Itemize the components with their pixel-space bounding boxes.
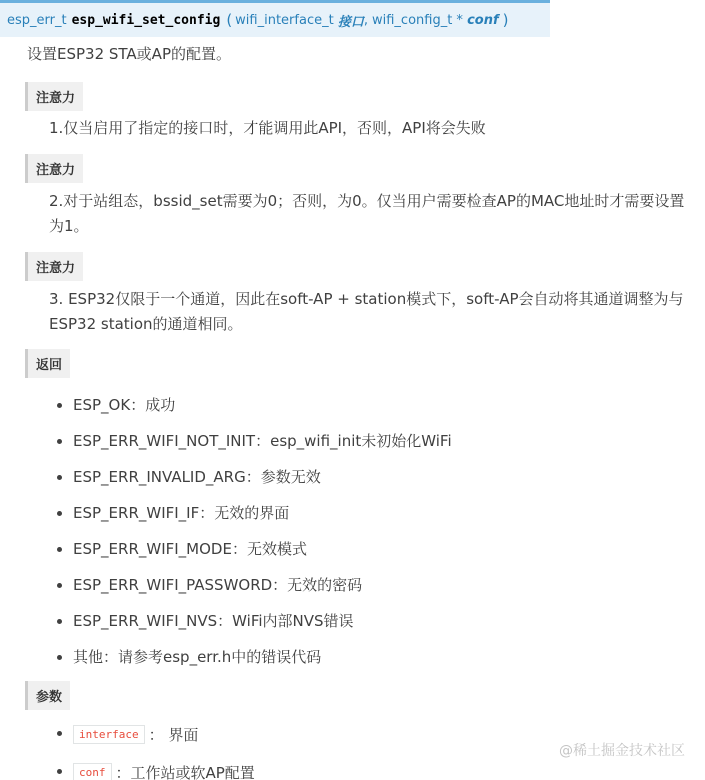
list-item (55, 501, 452, 537)
list-item (55, 537, 452, 573)
function-description: 设置ESP32 STA或AP的配置。 (27, 45, 231, 63)
note-text-1: 1.仅当启用了指定的接口时，才能调用此API，否则，API将会失败 (49, 119, 486, 137)
params-label: 参数 (25, 681, 70, 710)
bullet-icon (57, 511, 62, 516)
return-item: ESP_ERR_WIFI_MODE：无效模式 (73, 540, 307, 558)
return-item: ESP_ERR_WIFI_IF：无效的界面 (73, 504, 290, 522)
bullet-icon (57, 731, 62, 736)
param1-name: 接口 (337, 14, 364, 30)
bullet-icon (57, 439, 62, 444)
param2-name: conf (467, 12, 499, 28)
return-item: ESP_ERR_INVALID_ARG：参数无效 (73, 468, 321, 486)
return-item: ESP_ERR_WIFI_NOT_INIT：esp_wifi_init未初始化WiFi (73, 432, 452, 450)
bullet-icon (57, 547, 62, 552)
params-list (55, 715, 255, 780)
param1-type-link[interactable]: wifi_interface_t (235, 12, 334, 28)
list-item (55, 715, 255, 753)
bullet-icon (57, 655, 62, 660)
param2-type-link[interactable]: wifi_config_t * (371, 12, 463, 28)
note-label-1: 注意力 (25, 82, 83, 111)
return-item: ESP_ERR_WIFI_PASSWORD：无效的密码 (73, 576, 363, 594)
return-type-link[interactable]: esp_err_t (7, 12, 67, 28)
param-desc: ： 界面 (148, 725, 199, 744)
bullet-icon (57, 475, 62, 480)
bullet-icon (57, 619, 62, 624)
list-item (55, 429, 452, 465)
list-item (55, 753, 255, 780)
return-item: ESP_OK：成功 (73, 396, 176, 414)
function-name: esp_wifi_set_config (71, 12, 221, 28)
returns-label: 返回 (25, 349, 70, 378)
note-label-2: 注意力 (25, 154, 83, 183)
returns-list (55, 393, 452, 681)
bullet-icon (57, 769, 62, 774)
list-item (55, 645, 452, 681)
list-item (55, 573, 452, 609)
param-code-conf: conf (73, 763, 112, 780)
param-desc: ：工作站或软AP配置 (115, 763, 255, 780)
open-paren: ( (226, 11, 233, 29)
param-code-interface: interface (73, 725, 145, 744)
watermark: @稀土掘金技术社区 (559, 743, 685, 759)
list-item (55, 609, 452, 645)
return-item: 其他：请参考esp_err.h中的错误代码 (73, 648, 322, 666)
bullet-icon (57, 583, 62, 588)
bullet-icon (57, 403, 62, 408)
note-text-3: 3. ESP32仅限于一个通道，因此在soft-AP + station模式下，soft-AP会自动将其通道调整为与ESP32 station的通道相同。 (49, 290, 684, 333)
list-item (55, 393, 452, 429)
return-item: ESP_ERR_WIFI_NVS：WiFi内部NVS错误 (73, 612, 354, 630)
close-paren: ) (502, 11, 509, 29)
note-label-3: 注意力 (25, 252, 83, 281)
note-text-2: 2.对于站组态，bssid_set需要为0；否则，为0。仅当用户需要检查AP的MAC地址时才需要设置为1。 (49, 192, 685, 235)
param-separator: , (363, 12, 368, 28)
list-item (55, 465, 452, 501)
function-signature (0, 0, 550, 37)
